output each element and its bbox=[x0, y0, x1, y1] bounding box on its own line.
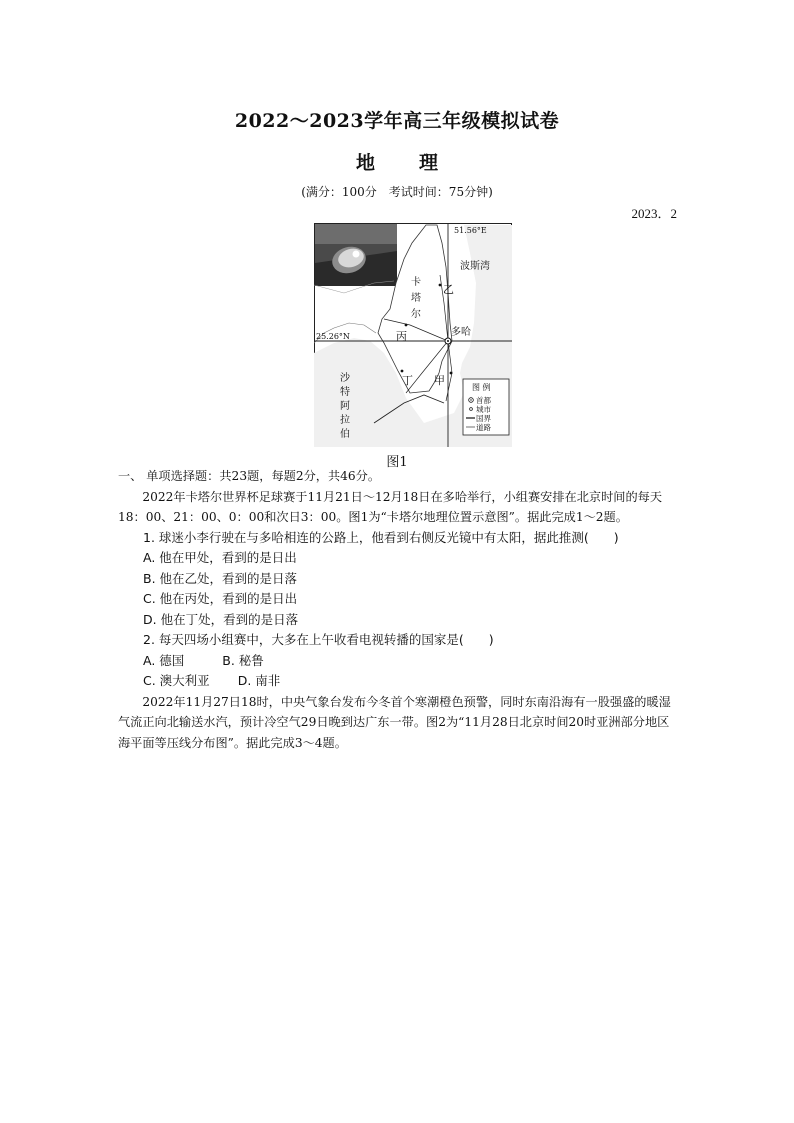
question-1: 1. 球迷小李行驶在与多哈相连的公路上，他看到右侧反光镜中有太阳，据此推测( ) bbox=[143, 529, 619, 545]
context-paragraph-2: 2022年11月27日18时，中央气象台发布今冬首个寒潮橙色预警，同时东南沿海有一股强盛的暖湿气流正向北输送水汽，预计冷空气29日晚到达广东一带。图2为“11月28日北京时间20时亚洲部分地区海平面等压线分布图”。据此完成3～4题。 bbox=[118, 694, 671, 750]
legend-border: 国界 bbox=[476, 414, 491, 423]
question-2-option-c: C. 澳大利亚 bbox=[143, 673, 210, 688]
saudi-label-4: 伯 bbox=[340, 429, 350, 440]
exam-title: 2022～2023学年高三年级模拟试卷 bbox=[234, 110, 560, 132]
question-2-options-row-1 bbox=[118, 651, 678, 672]
point-jia-marker bbox=[450, 372, 453, 375]
question-2-option-a: A. 德国 bbox=[143, 652, 185, 668]
saudi-label-2: 特 bbox=[340, 387, 350, 398]
context-paragraph-1: 2022年卡塔尔世界杯足球赛于11月21日～12月18日在多哈举行，小组赛安排在北京时间的每天18：00、21：00、0：00和次日3：00。图1为“卡塔尔地理位置示意图”。据此完成1～2题。 bbox=[118, 489, 663, 524]
point-bing-label: 丙 bbox=[396, 330, 407, 343]
question-1-option-c: C. 他在丙处，看到的是日出 bbox=[143, 591, 298, 606]
qatar-label-1: 卡 bbox=[411, 277, 421, 288]
legend-capital: 首都 bbox=[476, 396, 491, 405]
question-1-option-b: B. 他在乙处，看到的是日落 bbox=[143, 570, 298, 586]
legend-road: 道路 bbox=[476, 423, 491, 432]
point-yi-marker bbox=[439, 284, 442, 287]
sun-in-mirror-icon bbox=[353, 251, 360, 258]
saudi-label-3: 阿 bbox=[340, 401, 350, 412]
map-legend bbox=[463, 379, 509, 435]
point-ding-marker bbox=[401, 370, 404, 373]
saudi-label-1: 沙 bbox=[340, 373, 350, 384]
score-info: (满分：100分 考试时间：75分钟) bbox=[301, 185, 493, 199]
question-2: 2. 每天四场小组赛中，大多在上午收看电视转播的国家是( ) bbox=[143, 632, 494, 647]
point-bing-marker bbox=[405, 324, 408, 327]
subject-title bbox=[0, 148, 794, 175]
mirror-photo-inset bbox=[315, 224, 397, 286]
point-ding-label: 丁 bbox=[402, 374, 413, 387]
question-1-option-d: D. 他在丁处，看到的是日落 bbox=[143, 611, 299, 627]
legend-title: 图 例 bbox=[472, 383, 491, 392]
question-2-options-row-2 bbox=[118, 671, 678, 692]
subject-char-1: 地 bbox=[355, 152, 375, 174]
qatar-label-2: 塔 bbox=[411, 293, 421, 304]
question-section bbox=[118, 466, 678, 753]
point-yi-label: 乙 bbox=[443, 283, 454, 296]
exam-date: 2023．2 bbox=[631, 206, 677, 221]
question-1-option-a: A. 他在甲处，看到的是日出 bbox=[143, 550, 297, 565]
legend-city-icon bbox=[470, 408, 473, 411]
question-2-option-d: D. 南非 bbox=[237, 673, 281, 688]
saudi-label-3b: 拉 bbox=[340, 415, 350, 426]
figure-1-caption: 图1 bbox=[386, 455, 408, 470]
persian-gulf-label: 波斯湾 bbox=[460, 261, 490, 272]
subject-char-2: 理 bbox=[419, 152, 439, 174]
figure-1-qatar-map bbox=[314, 223, 512, 447]
qatar-label-3: 尔 bbox=[411, 309, 421, 320]
legend-city: 城市 bbox=[476, 405, 491, 414]
longitude-label: 51.56°E bbox=[454, 226, 487, 235]
question-2-option-b: B. 秘鲁 bbox=[222, 652, 264, 668]
point-jia-label: 甲 bbox=[434, 374, 445, 387]
latitude-label: 25.26°N bbox=[316, 332, 350, 341]
section-heading: 一、 单项选择题：共23题，每题2分，共46分。 bbox=[118, 469, 381, 483]
doha-label: 多哈 bbox=[451, 327, 471, 338]
